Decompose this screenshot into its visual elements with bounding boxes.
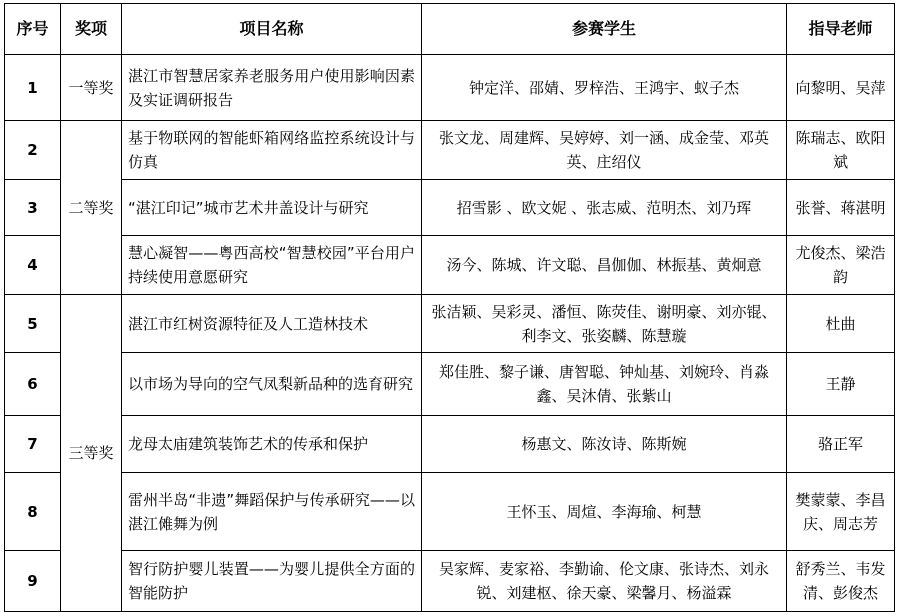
table-row: [5, 295, 895, 353]
award-third: 三等奖: [61, 295, 122, 612]
award-first: 一等奖: [61, 55, 122, 121]
project-name: 湛江市红树资源特征及人工造林技术: [122, 295, 422, 353]
project-name: 龙母太庙建筑装饰艺术的传承和保护: [122, 416, 422, 473]
header-advisor: 指导老师: [787, 4, 895, 55]
table-row: [5, 236, 895, 295]
project-name: 湛江市智慧居家养老服务用户使用影响因素及实证调研报告: [122, 55, 422, 121]
row-index: 3: [5, 180, 61, 236]
advisor-list: 骆正军: [787, 416, 895, 473]
students-list: 张文龙、周建辉、吴婷婷、刘一涵、成金莹、邓英英、庄绍仪: [422, 121, 787, 180]
students-list: 招雪影 、欧文妮 、张志威、范明杰、刘乃珲: [422, 180, 787, 236]
table-row: [5, 55, 895, 121]
advisor-list: 向黎明、吴萍: [787, 55, 895, 121]
advisor-list: 张誉、蒋湛明: [787, 180, 895, 236]
students-list: 王怀玉、周煊、李海瑜、柯慧: [422, 473, 787, 551]
row-index: 8: [5, 473, 61, 551]
table-row: [5, 121, 895, 180]
header-project: 项目名称: [122, 4, 422, 55]
row-index: 6: [5, 353, 61, 416]
advisor-list: 尤俊杰、梁浩韵: [787, 236, 895, 295]
students-list: 郑佳胜、黎子谦、唐智聪、钟灿基、刘婉玲、肖淼鑫、吴沐倩、张紫山: [422, 353, 787, 416]
row-index: 9: [5, 551, 61, 612]
table-row: [5, 180, 895, 236]
project-name: 雷州半岛“非遗”舞蹈保护与传承研究——以湛江傩舞为例: [122, 473, 422, 551]
students-list: 杨惠文、陈汝诗、陈斯婉: [422, 416, 787, 473]
advisor-list: 舒秀兰、韦发清、彭俊杰: [787, 551, 895, 612]
awards-table: [4, 3, 895, 612]
project-name: 智行防护婴儿装置——为婴儿提供全方面的智能防护: [122, 551, 422, 612]
students-list: 钟定洋、邵婧、罗梓浩、王鸿宇、蚁子杰: [422, 55, 787, 121]
table-header-row: [5, 4, 895, 55]
students-list: 张洁颖、吴彩灵、潘恒、陈荧佳、谢明豪、刘亦锟、利李文、张姿麟、陈慧璇: [422, 295, 787, 353]
project-name: “湛江印记”城市艺术井盖设计与研究: [122, 180, 422, 236]
project-name: 以市场为导向的空气凤梨新品种的选育研究: [122, 353, 422, 416]
advisor-list: 王静: [787, 353, 895, 416]
project-name: 慧心凝智——粤西高校“智慧校园”平台用户持续使用意愿研究: [122, 236, 422, 295]
table-row: [5, 353, 895, 416]
header-award: 奖项: [61, 4, 122, 55]
row-index: 2: [5, 121, 61, 180]
students-list: 吴家辉、麦家裕、李勤谕、伦文康、张诗杰、刘永锐、刘建枢、徐天豪、梁馨月、杨溢霖: [422, 551, 787, 612]
table-row: [5, 551, 895, 612]
advisor-list: 陈瑞志、欧阳斌: [787, 121, 895, 180]
header-students: 参赛学生: [422, 4, 787, 55]
row-index: 5: [5, 295, 61, 353]
students-list: 汤今、陈城、许文聪、昌伽伽、林振基、黄炯意: [422, 236, 787, 295]
project-name: 基于物联网的智能虾箱网络监控系统设计与仿真: [122, 121, 422, 180]
row-index: 4: [5, 236, 61, 295]
table-row: [5, 416, 895, 473]
table-row: [5, 473, 895, 551]
advisor-list: 杜曲: [787, 295, 895, 353]
award-second: 二等奖: [61, 121, 122, 295]
header-index: 序号: [5, 4, 61, 55]
advisor-list: 樊蒙蒙、李昌庆、周志芳: [787, 473, 895, 551]
row-index: 7: [5, 416, 61, 473]
row-index: 1: [5, 55, 61, 121]
